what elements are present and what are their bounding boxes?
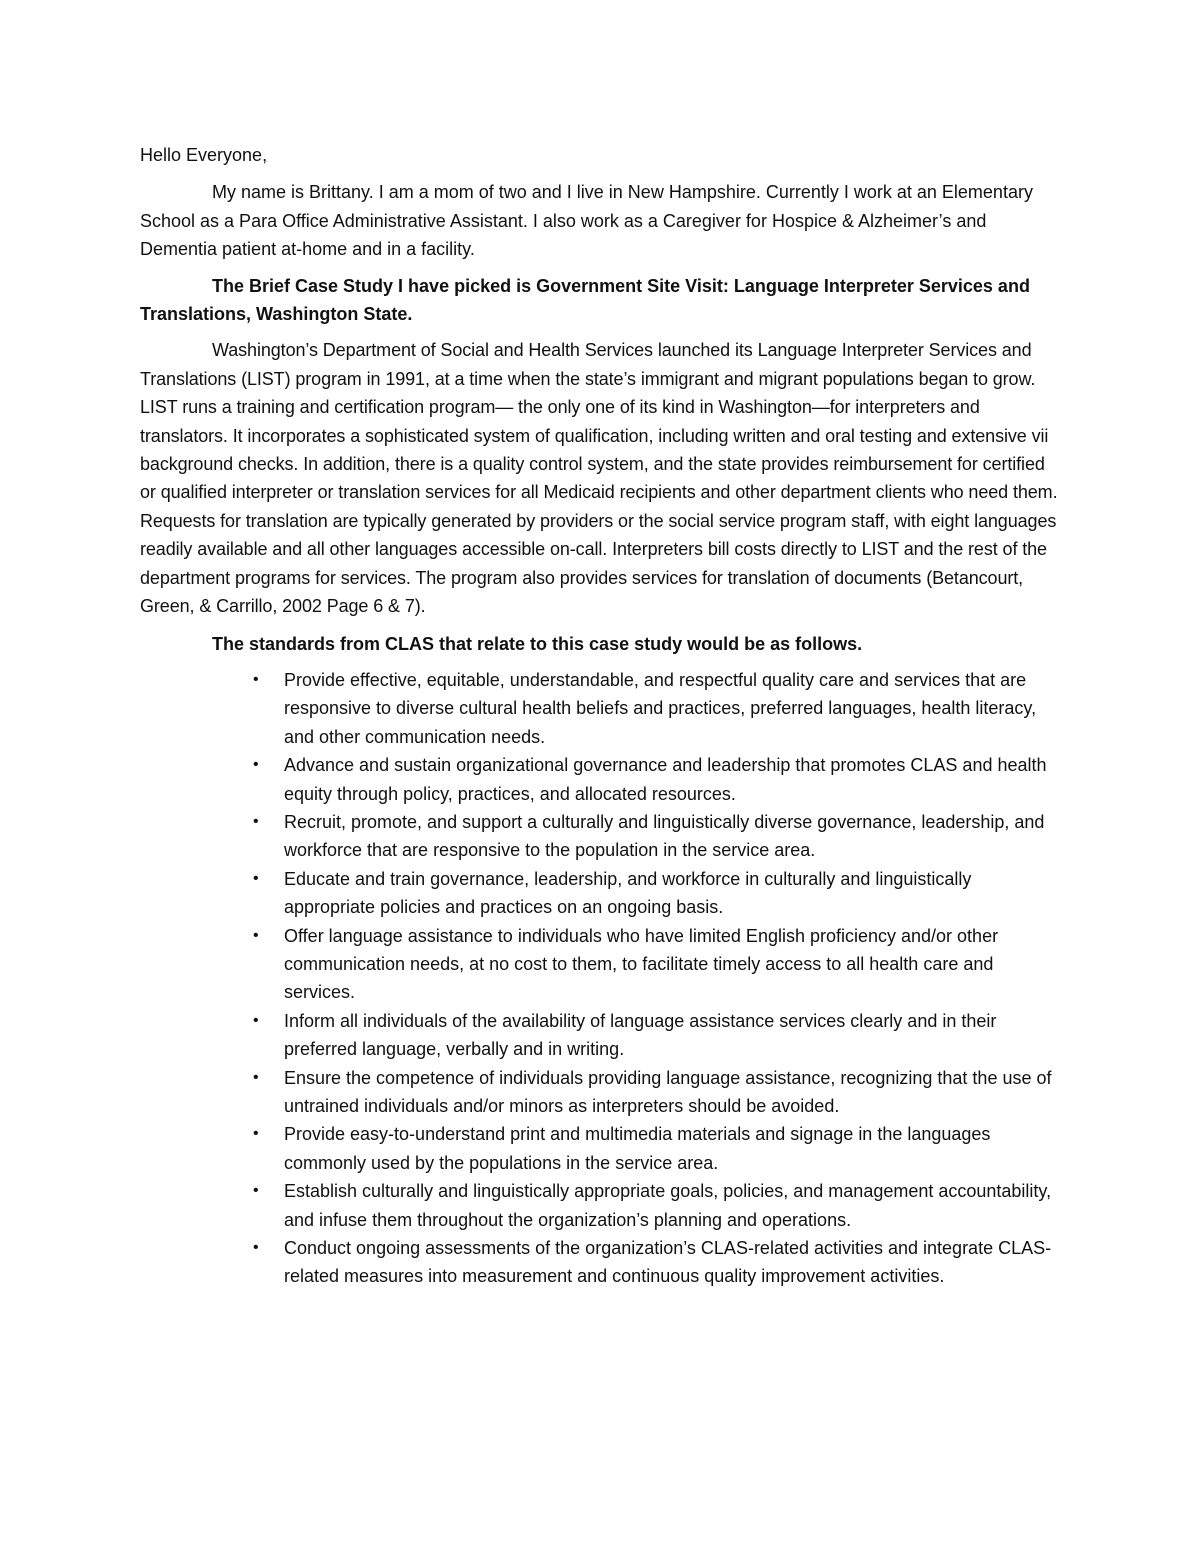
bullet-icon: • [253,1239,259,1257]
standard-text: Provide easy-to-understand print and multimedia materials and signage in the languages commonly used by the populations in the service area. [284,1124,991,1173]
bullet-icon: • [253,756,259,774]
bullet-icon: • [253,670,259,688]
case-study-title: The Brief Case Study I have picked is Government Site Visit: Language Interpreter Services and Translations, Washington State. [140,275,1030,325]
list-item [140,865,1060,922]
bullet-icon: • [253,1011,259,1029]
list-item [140,751,1060,808]
standards-heading: The standards from CLAS that relate to this case study would be as follows. [212,633,863,654]
document-body [140,141,1060,1291]
standard-text: Establish culturally and linguistically appropriate goals, policies, and management accountability, and infuse them throughout the organization’s planning and operations. [284,1181,1052,1230]
standard-text: Conduct ongoing assessments of the organization’s CLAS-related activities and integrate CLAS-related measures into measurement and continuous quality improvement activities. [284,1238,1052,1287]
bullet-icon: • [253,869,259,887]
standard-text: Educate and train governance, leadership, and workforce in culturally and linguistically appropriate policies and practices on an ongoing basis. [284,868,972,918]
standard-text: Ensure the competence of individuals providing language assistance, recognizing that the use of untrained individuals and/or minors as interpreters should be avoided. [284,1067,1052,1116]
list-item [140,922,1060,1007]
list-item [140,808,1060,865]
list-item [140,1064,1060,1121]
list-item [140,1177,1060,1234]
standard-text: Provide effective, equitable, understandable, and respectful quality care and services that are responsive to diverse cultural health beliefs and practices, preferred languages, health literacy, and other communication needs. [284,669,1037,747]
bullet-icon: • [253,812,259,830]
standard-text: Recruit, promote, and support a culturally and linguistically diverse governance, leadership, and workforce that are responsive to the population in the service area. [284,811,1045,861]
list-item [140,1120,1060,1177]
list-item [140,1007,1060,1064]
list-item [140,1234,1060,1291]
list-item [140,666,1060,751]
standard-text: Inform all individuals of the availability of language assistance services clearly and in their preferred language, verbally and in writing. [284,1010,997,1060]
bullet-icon: • [253,1125,259,1143]
bullet-icon: • [253,926,259,944]
standard-text: Advance and sustain organizational governance and leadership that promotes CLAS and health equity through policy, practices, and allocated resources. [284,755,1047,804]
greeting: Hello Everyone, [140,145,268,165]
intro-paragraph: My name is Brittany. I am a mom of two and I live in New Hampshire. Currently I work at an Elementary School as a Para Office Administrative Assistant. I also work as a Caregiver for Hospice & Alzheimer’s and Dementia patient at-home and in a facility. [140,182,1033,260]
bullet-icon: • [253,1182,259,1200]
case-study-paragraph: Washington’s Department of Social and Health Services launched its Language Interpreter Services and Translations (LIST) program in 1991, at a time when the state’s immigrant and migrant populations began to grow. LIST runs a training and certification program— the only one of its kind in Washington—for interpreters and translators. It incorporates a sophisticated system of qualification, including written and oral testing and extensive vii background checks. In addition, there is a quality control system, and the state provides reimbursement for certified or qualified interpreter or translation services for all Medicaid recipients and other department clients who need them. Requests for translation are typically generated by providers or the social service program staff, with eight languages readily available and all other languages accessible on-call. Interpreters bill costs directly to LIST and the rest of the department programs for services. The program also provides services for translation of documents (Betancourt, Green, & Carrillo, 2002 Page 6 & 7). [140,340,1058,617]
standards-list [140,666,1060,1291]
bullet-icon: • [253,1068,259,1086]
standard-text: Offer language assistance to individuals who have limited English proficiency and/or other communication needs, at no cost to them, to facilitate timely access to all health care and services. [284,925,999,1003]
